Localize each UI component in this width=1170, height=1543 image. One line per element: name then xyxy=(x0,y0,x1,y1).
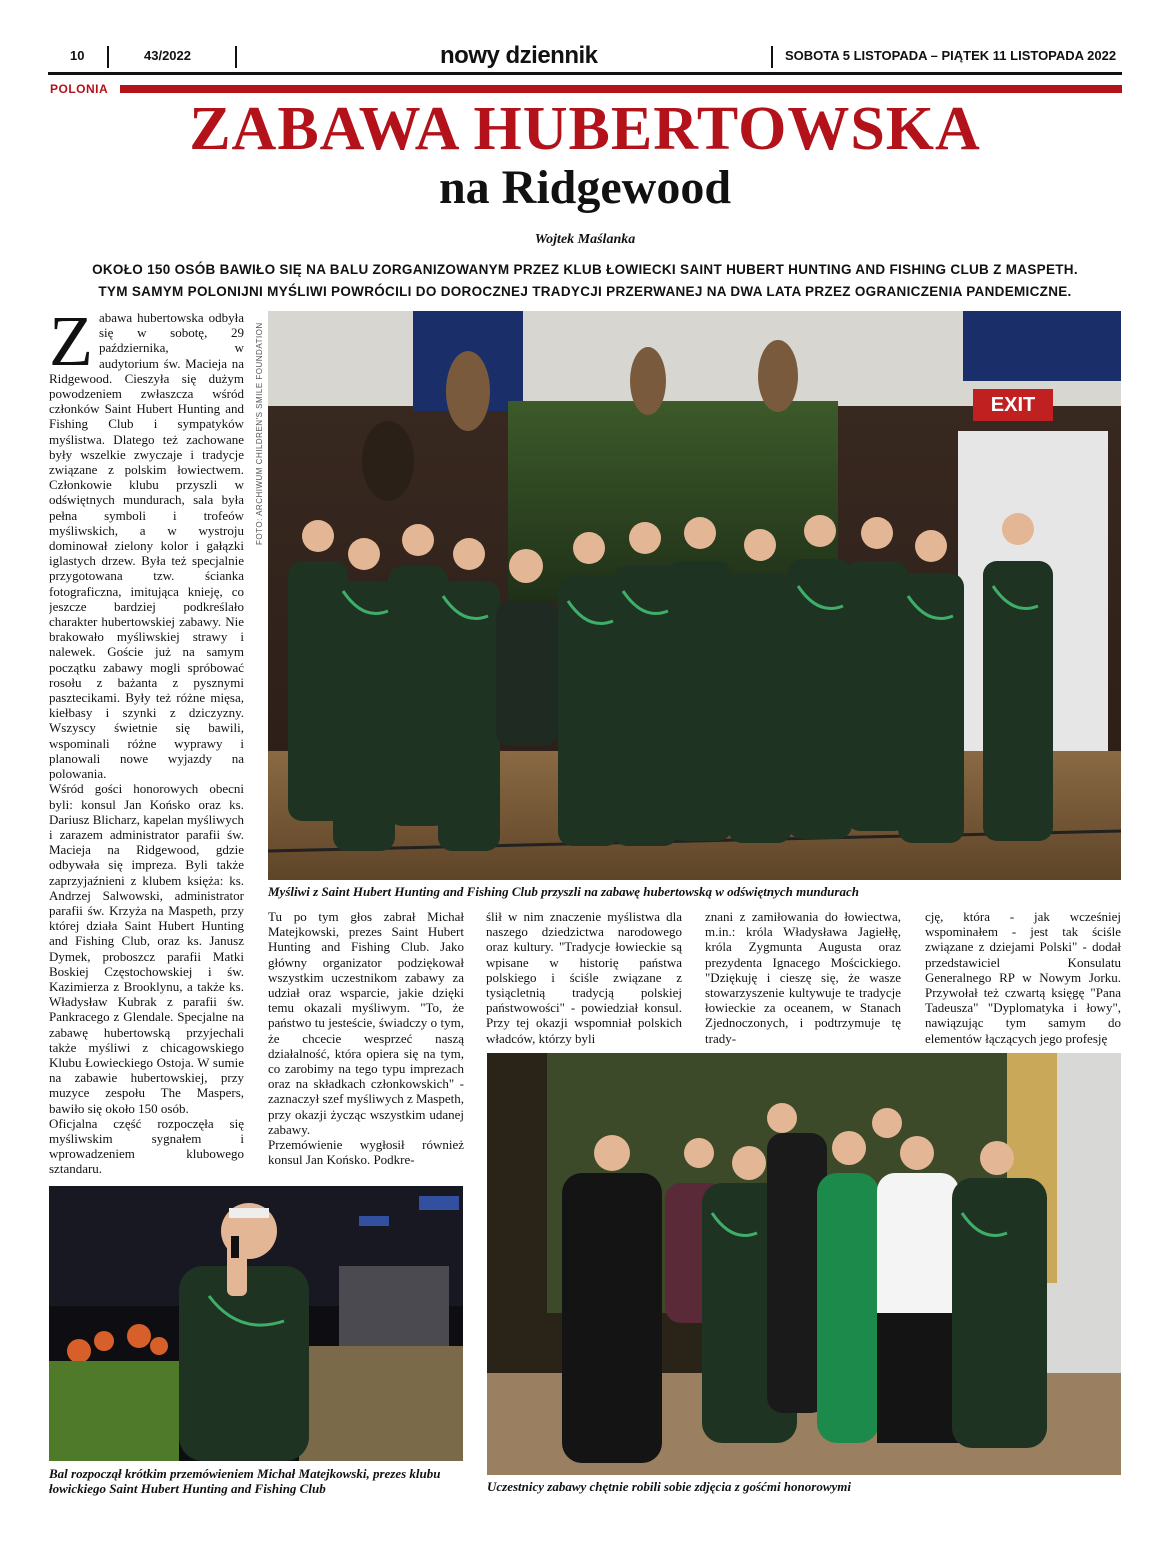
header-divider xyxy=(107,46,109,68)
section-label: POLONIA xyxy=(50,82,109,96)
article-author: Wojtek Maślanka xyxy=(534,232,636,247)
header-divider xyxy=(235,46,237,68)
drop-cap: Z xyxy=(49,310,93,381)
paragraph: abawa hubertowska odbyła się w sobotę, 29 października, w audytorium św. Macieja na Ridgewood. Cieszyła się dużym powodzeniem zwłaszcza wśród członków Saint Hubert Hunting and Fishing Club i sympatyków myślistwa. Dlatego też zachowane były wszelkie zwyczaje i tradycje związane z polskim łowiectwem. Członkowie klubu przyszli w odświętnych mundurach, sala była pełna symboli i trofeów myśliwskich, a w wystroju dominował zielony kolor i gałązki iglastych drzew. Była też specjalnie przygotowana tzw. ścianka fotograficzna, imitująca knieję, co jeszcze bardziej podkreślało charakter hubertowskiej zabawy. Nie brakowało myśliwskiej strawy i nalewek. Goście już na samym początku zabawy mogli spróbować rosołu z bażanta z pysznymi pasztecikami. Były też różne mięsa, kiełbasy i szynki z dziczyzny. Wszyscy świetnie się bawili, wspominali różne wyprawy i planowali nowe wyjazdy na polowania. xyxy=(49,310,244,782)
paragraph: ślił w nim znaczenie myślistwa dla naszego dziedzictwa narodowego oraz kultury. "Tradycje łowieckie są wpisane w historię państwa polskiego i ściśle związane z tysiącletnią tradycją polskiej państwowości" - powiedział konsul. Przy tej okazji wspomniał polskich władców, którzy byli xyxy=(486,909,682,1046)
lead-line-2: TYM SAMYM POLONIJNI MYŚLIWI POWRÓCILI DO DOROCZNEJ TRADYCJI PRZERWANEJ NA DWA LATA PRZEZ OGRANICZENIA PANDEMICZNE. xyxy=(98,284,1072,299)
paragraph: cję, która - jak wcześniej wspominałem - jest tak ściśle związane z dziejami Polski" - dodał przedstawiciel Konsulatu Generalnego RP w Nowym Jorku. Przywołał też czwartą księgę "Pana Tadeusza" "Dyplomatyka i łowy", nawiązując tym samym do elementów łączących jego profesję xyxy=(925,909,1121,1046)
guests-photo-caption: Uczestnicy zabawy chętnie robili sobie zdjęcia z gośćmi honorowymi xyxy=(487,1479,851,1494)
paragraph: znani z zamiłowania do łowiectwa, m.in.: króla Władysława Jagiełłę, króla Zygmunta Augusta oraz prezydenta Ignacego Mościckiego. "Dziękuję i cieszę się, że wasze stowarzyszenie kultywuje te tradycje łowieckie za oceanem, w Stanach Zjednoczonych, i podtrzymuje tę trady- xyxy=(705,909,901,1046)
section-rule xyxy=(120,85,1122,93)
main-photo-caption: Myśliwi z Saint Hubert Hunting and Fishing Club przyszli na zabawę hubertowską w odświętnych mundurach xyxy=(268,884,859,899)
column-3 xyxy=(486,909,682,1049)
header-rule xyxy=(48,72,1122,75)
issue-dates: SOBOTA 5 LISTOPADA – PIĄTEK 11 LISTOPADA 2022 xyxy=(785,48,1117,63)
column-5 xyxy=(925,909,1121,1049)
column-1 xyxy=(49,310,244,1180)
guests-photo xyxy=(487,1053,1121,1475)
main-group-photo xyxy=(268,311,1121,880)
photo-credit: FOTO: ARCHIWUM CHILDREN'S SMILE FOUNDATION xyxy=(255,322,264,545)
article-lead xyxy=(48,259,1122,303)
speaker-photo-caption: Bal rozpoczął krótkim przemówieniem Michał Matejkowski, prezes klubu łowickiego Saint Hubert Hunting and Fishing Club xyxy=(49,1466,441,1496)
lead-line-1: OKOŁO 150 OSÓB BAWIŁO SIĘ NA BALU ZORGANIZOWANYM PRZEZ KLUB ŁOWIECKI SAINT HUBERT HUNTING AND FISHING CLUB Z MASPETH. xyxy=(92,262,1078,277)
article-title: ZABAWA HUBERTOWSKA xyxy=(189,95,981,163)
page-number: 10 xyxy=(70,48,85,63)
exit-sign: EXIT xyxy=(990,394,1036,416)
newspaper-brand: nowy dziennik xyxy=(440,42,598,69)
paragraph: Oficjalna część rozpoczęła się myśliwskim sygnałem i wprowadzeniem klubowego sztandaru. xyxy=(49,1115,244,1177)
paragraph: Wśród gości honorowych obecni byli: konsul Jan Końsko oraz ks. Dariusz Blicharz, kapelan myśliwych i zarazem administrator parafii św. Macieja na Ridgewood, gdzie odbywała się impreza. Byli także zaprzyjaźnieni z klubem księża: ks. Andrzej Salwowski, administrator parafii św. Krzyża na Maspeth, przy której działa Saint Hubert Hunting and Fishing Club, oraz ks. Janusz Dymek, proboszcz parafii Matki Boskiej Częstochowskiej i św. Kazimierza z Brooklynu, a także ks. Władysław Kubrak z parafii św. Pankracego z Glendale. Specjalne na zabawę hubertowską przyjechali także myśliwi z chicagowskiego Klubu Łowieckiego Ostoja. W sumie na zabawie hubertowskiej, przy muzyce zespołu The Maspers, bawiło się około 150 osób. xyxy=(49,781,244,1116)
paragraph: Przemówienie wygłosił również konsul Jan Końsko. Podkre- xyxy=(268,1137,464,1168)
speaker-photo xyxy=(49,1186,463,1461)
column-4 xyxy=(705,909,901,1049)
header-divider xyxy=(771,46,773,68)
issue-number: 43/2022 xyxy=(144,48,191,63)
article-subtitle: na Ridgewood xyxy=(438,161,732,214)
paragraph: Tu po tym głos zabrał Michał Matejkowski, prezes Saint Hubert Hunting and Fishing Club. Jako główny organizator podziękował wszystkim uczestnikom zabawy za udział oraz wsparcie, jakie dzięki temu okazali myśliwym. "To, że państwo tu jesteście, świadczy o tym, że chcecie wesprzeć naszą działalność, która opiera się na tym, co zarobimy na tego typu imprezach oraz na składkach członkowskich" - zaznaczył szef myśliwych z Maspeth, przy okazji życząc wszystkim udanej zabawy. xyxy=(268,909,464,1137)
column-2 xyxy=(268,909,464,1177)
